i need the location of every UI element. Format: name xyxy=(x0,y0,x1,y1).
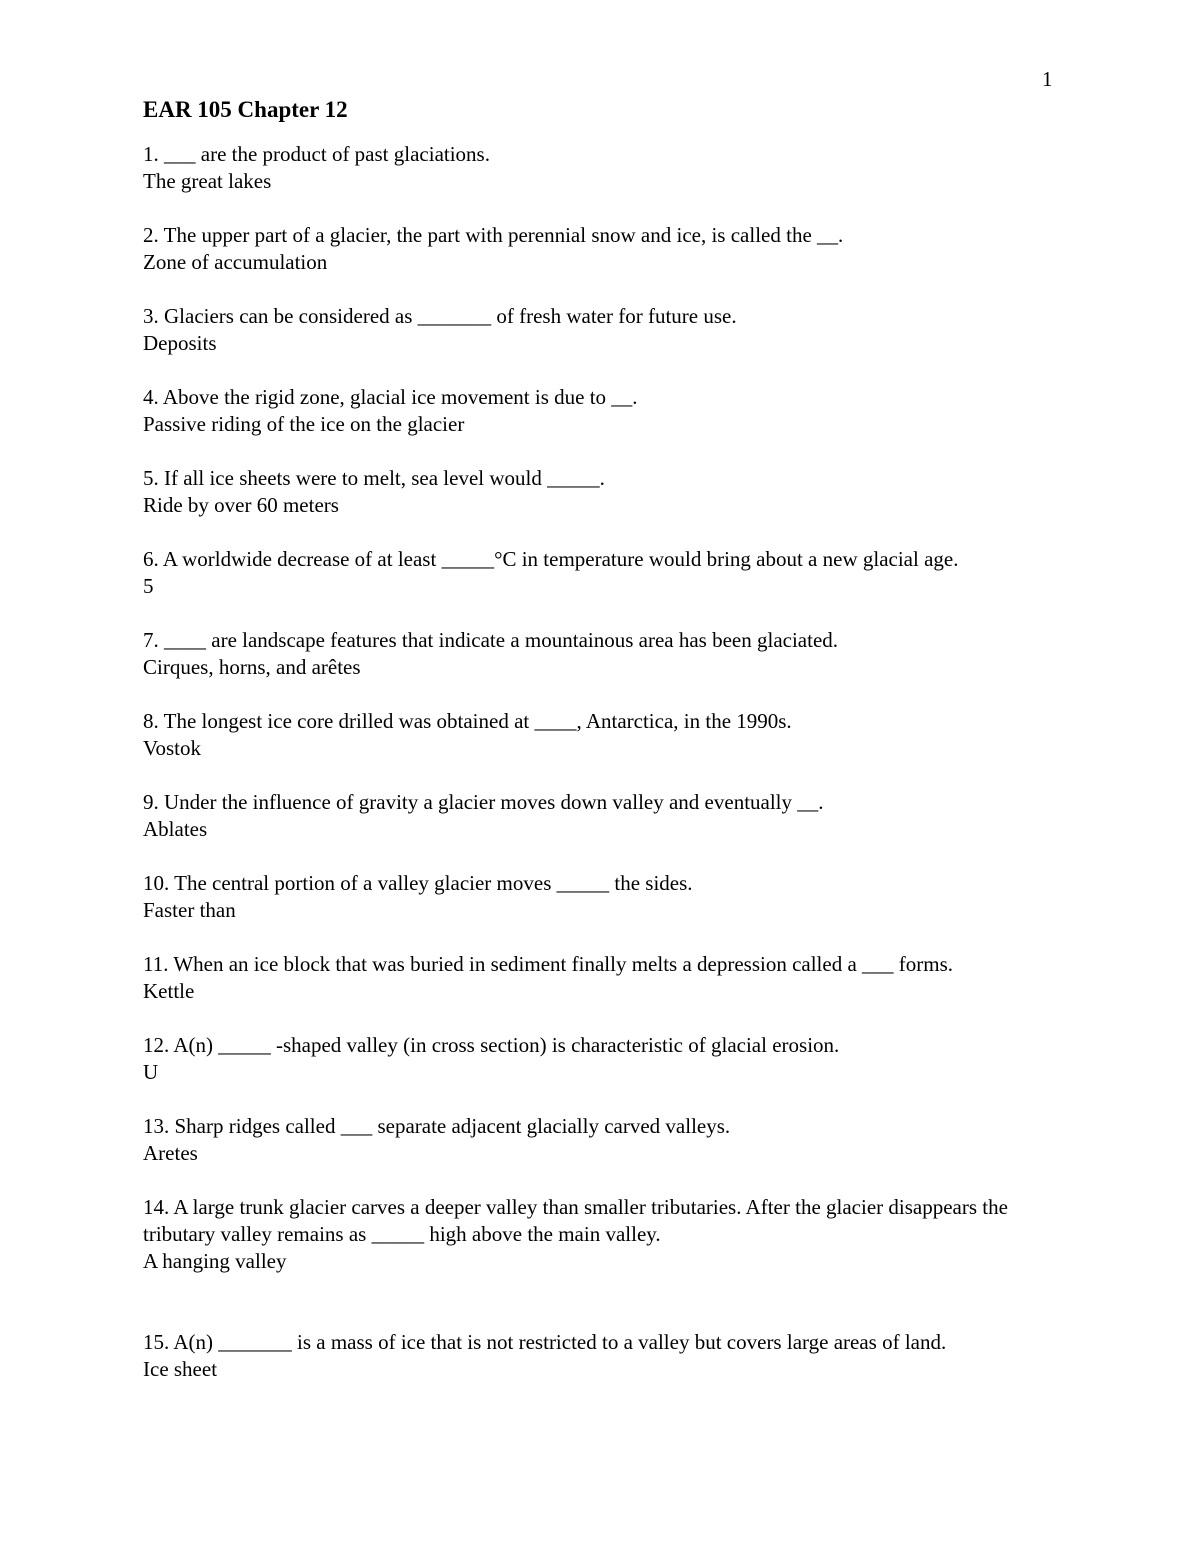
question-block xyxy=(143,1194,1083,1275)
question-block xyxy=(143,627,1083,681)
question-block xyxy=(143,384,1083,438)
question-text: 12. A(n) _____ -shaped valley (in cross section) is characteristic of glacial erosion. xyxy=(143,1033,840,1057)
answer-text: Vostok xyxy=(143,736,201,760)
document-content xyxy=(143,96,1083,1410)
question-text: 5. If all ice sheets were to melt, sea level would _____. xyxy=(143,466,605,490)
answer-text: Zone of accumulation xyxy=(143,250,328,274)
question-block xyxy=(143,222,1083,276)
question-text: 4. Above the rigid zone, glacial ice movement is due to __. xyxy=(143,385,638,409)
question-text: 9. Under the influence of gravity a glacier moves down valley and eventually __. xyxy=(143,790,824,814)
question-text: 7. ____ are landscape features that indicate a mountainous area has been glaciated. xyxy=(143,628,839,652)
answer-text: Faster than xyxy=(143,898,236,922)
question-block xyxy=(143,951,1083,1005)
answer-text: Ice sheet xyxy=(143,1357,218,1381)
answer-text: Ablates xyxy=(143,817,208,841)
answer-text: Aretes xyxy=(143,1141,198,1165)
question-text: 2. The upper part of a glacier, the part with perennial snow and ice, is called the __. xyxy=(143,223,844,247)
answer-text: 5 xyxy=(143,574,154,598)
answer-text: Passive riding of the ice on the glacier xyxy=(143,412,465,436)
question-block xyxy=(143,789,1083,843)
question-block xyxy=(143,1032,1083,1086)
question-text: 11. When an ice block that was buried in sediment finally melts a depression called a ___ forms. xyxy=(143,952,954,976)
question-text: 14. A large trunk glacier carves a deeper valley than smaller tributaries. After the glacier disappears the tributary valley remains as _____ high above the main valley. xyxy=(143,1195,1014,1246)
question-block xyxy=(143,1329,1083,1383)
question-block xyxy=(143,141,1083,195)
question-text: 3. Glaciers can be considered as _______ of fresh water for future use. xyxy=(143,304,737,328)
answer-text: The great lakes xyxy=(143,169,272,193)
question-text: 13. Sharp ridges called ___ separate adjacent glacially carved valleys. xyxy=(143,1114,731,1138)
question-text: 8. The longest ice core drilled was obtained at ____, Antarctica, in the 1990s. xyxy=(143,709,792,733)
answer-text: Deposits xyxy=(143,331,217,355)
question-text: 6. A worldwide decrease of at least _____°C in temperature would bring about a new glacial age. xyxy=(143,547,959,571)
question-block xyxy=(143,303,1083,357)
question-block xyxy=(143,465,1083,519)
page-title: EAR 105 Chapter 12 xyxy=(143,97,348,122)
question-text: 1. ___ are the product of past glaciations. xyxy=(143,142,490,166)
answer-text: A hanging valley xyxy=(143,1249,287,1273)
question-block xyxy=(143,546,1083,600)
question-text: 10. The central portion of a valley glacier moves _____ the sides. xyxy=(143,871,693,895)
question-block xyxy=(143,870,1083,924)
answer-text: Cirques, horns, and arêtes xyxy=(143,655,361,679)
answer-text: Ride by over 60 meters xyxy=(143,493,339,517)
answer-text: U xyxy=(143,1060,159,1084)
question-text: 15. A(n) _______ is a mass of ice that is not restricted to a valley but covers large areas of land. xyxy=(143,1330,947,1354)
answer-text: Kettle xyxy=(143,979,195,1003)
question-block xyxy=(143,1113,1083,1167)
question-block xyxy=(143,708,1083,762)
page-number: 1 xyxy=(1042,67,1053,91)
